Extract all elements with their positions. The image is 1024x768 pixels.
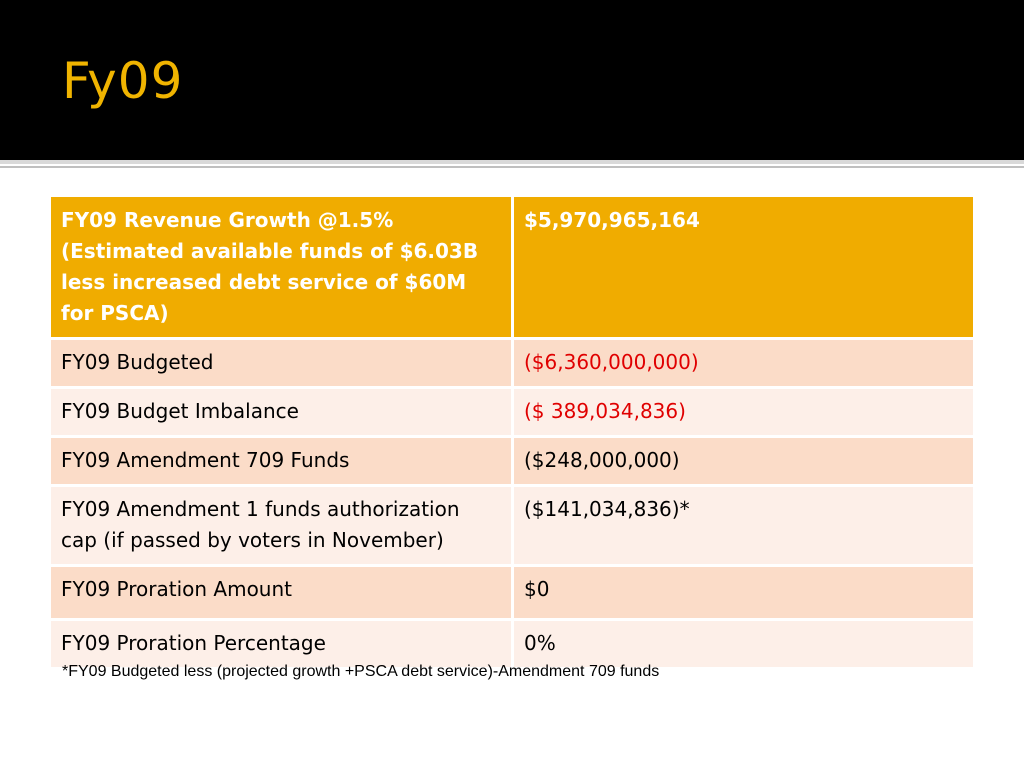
footnote: *FY09 Budgeted less (projected growth +PSCA debt service)-Amendment 709 funds — [62, 663, 660, 680]
header-divider — [0, 160, 1024, 164]
table-row — [51, 437, 973, 486]
row-label: FY09 Proration Percentage — [51, 620, 513, 669]
row-label: FY09 Revenue Growth @1.5% (Estimated available funds of $6.03B less increased debt service of $60M for PSCA) — [51, 197, 513, 339]
table-row — [51, 486, 973, 566]
row-label: FY09 Proration Amount — [51, 566, 513, 620]
table-row — [51, 388, 973, 437]
table-row — [51, 620, 973, 669]
row-label: FY09 Budget Imbalance — [51, 388, 513, 437]
row-label: FY09 Amendment 1 funds authorization cap (if passed by voters in November) — [51, 486, 513, 566]
row-label: FY09 Amendment 709 Funds — [51, 437, 513, 486]
table-row — [51, 566, 973, 620]
row-value: ($248,000,000) — [513, 437, 974, 486]
budget-table — [51, 197, 973, 670]
table-row — [51, 339, 973, 388]
table-row — [51, 197, 973, 339]
header-divider-secondary — [0, 166, 1024, 168]
row-value: $0 — [513, 566, 974, 620]
title-bar — [0, 0, 1024, 160]
row-value: ($ 389,034,836) — [513, 388, 974, 437]
slide-title: Fy09 — [62, 52, 184, 110]
row-value: 0% — [513, 620, 974, 669]
row-label: FY09 Budgeted — [51, 339, 513, 388]
row-value: $5,970,965,164 — [513, 197, 974, 339]
row-value: ($141,034,836)* — [513, 486, 974, 566]
row-value: ($6,360,000,000) — [513, 339, 974, 388]
